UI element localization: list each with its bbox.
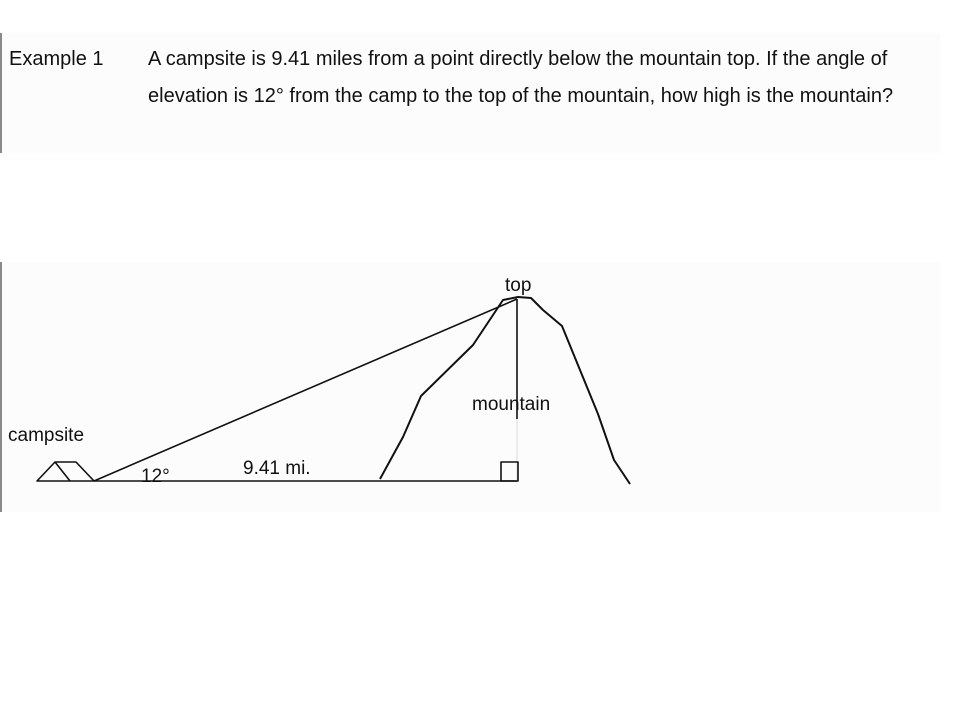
distance-label: 9.41 mi.: [243, 458, 311, 479]
tent-icon-fold: [55, 462, 70, 481]
example-label: Example 1: [9, 48, 104, 70]
problem-text-line-1: A campsite is 9.41 miles from a point directly below the mountain top. If the angle of: [148, 48, 888, 70]
problem-text-line-2: elevation is 12° from the camp to the top of the mountain, how high is the mountain?: [148, 85, 894, 107]
mountain-outline: [380, 297, 630, 484]
campsite-label: campsite: [8, 425, 85, 446]
tent-icon: [37, 462, 94, 481]
mountain-label: mountain: [472, 394, 551, 415]
right-angle-marker: [501, 462, 518, 481]
top-label: top: [505, 275, 532, 296]
angle-label: 12°: [141, 466, 170, 487]
line-of-sight: [94, 299, 517, 481]
